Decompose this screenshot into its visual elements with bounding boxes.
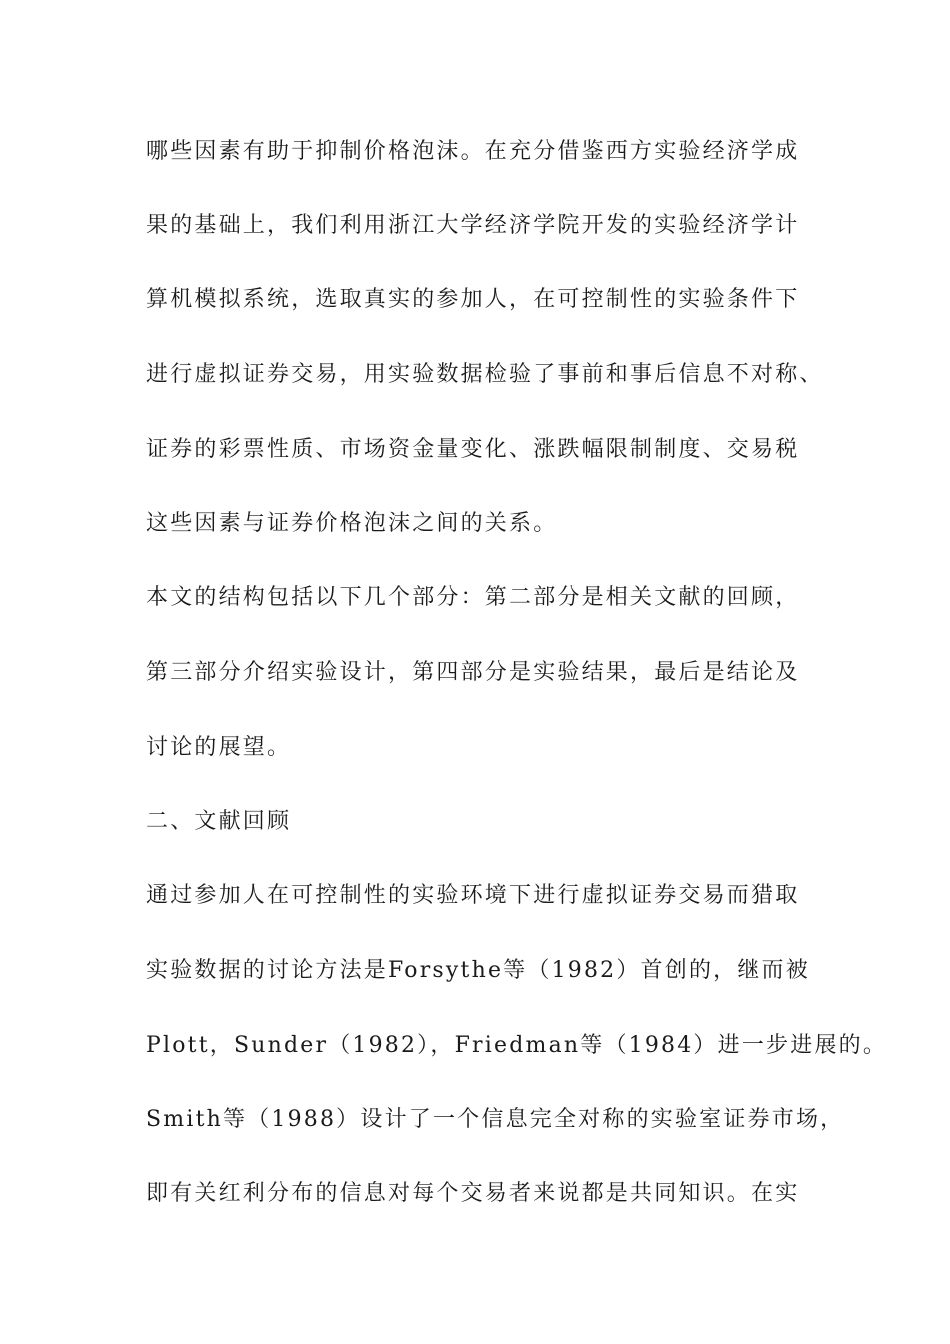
text-line-11: 通过参加人在可控制性的实验环境下进行虚拟证券交易而猎取 xyxy=(146,883,800,908)
text-line-13: Plott，Sunder（1982），Friedman等（1984）进一步进展的。 xyxy=(146,1033,888,1058)
text-line-15: 即有关红利分布的信息对每个交易者来说都是共同知识。在实 xyxy=(146,1181,800,1206)
text-line-6: 这些因素与证券价格泡沫之间的关系。 xyxy=(146,511,558,536)
text-line-8: 第三部分介绍实验设计，第四部分是实验结果，最后是结论及 xyxy=(146,660,800,685)
text-line-5: 证券的彩票性质、市场资金量变化、涨跌幅限制制度、交易税 xyxy=(146,437,800,462)
text-line-14: Smith等（1988）设计了一个信息完全对称的实验室证券市场， xyxy=(146,1107,845,1132)
text-line-3: 算机模拟系统，选取真实的参加人，在可控制性的实验条件下 xyxy=(146,287,800,312)
section-heading: 二、文献回顾 xyxy=(146,809,292,834)
text-line-7: 本文的结构包括以下几个部分：第二部分是相关文献的回顾， xyxy=(146,585,800,610)
text-line-2: 果的基础上，我们利用浙江大学经济学院开发的实验经济学计 xyxy=(146,213,800,238)
text-line-12: 实验数据的讨论方法是Forsythe等（1982）首创的，继而被 xyxy=(146,958,810,983)
text-line-9: 讨论的展望。 xyxy=(146,735,292,760)
text-line-4: 进行虚拟证券交易，用实验数据检验了事前和事后信息不对称、 xyxy=(146,362,824,387)
text-line-1: 哪些因素有助于抑制价格泡沫。在充分借鉴西方实验经济学成 xyxy=(146,139,800,164)
